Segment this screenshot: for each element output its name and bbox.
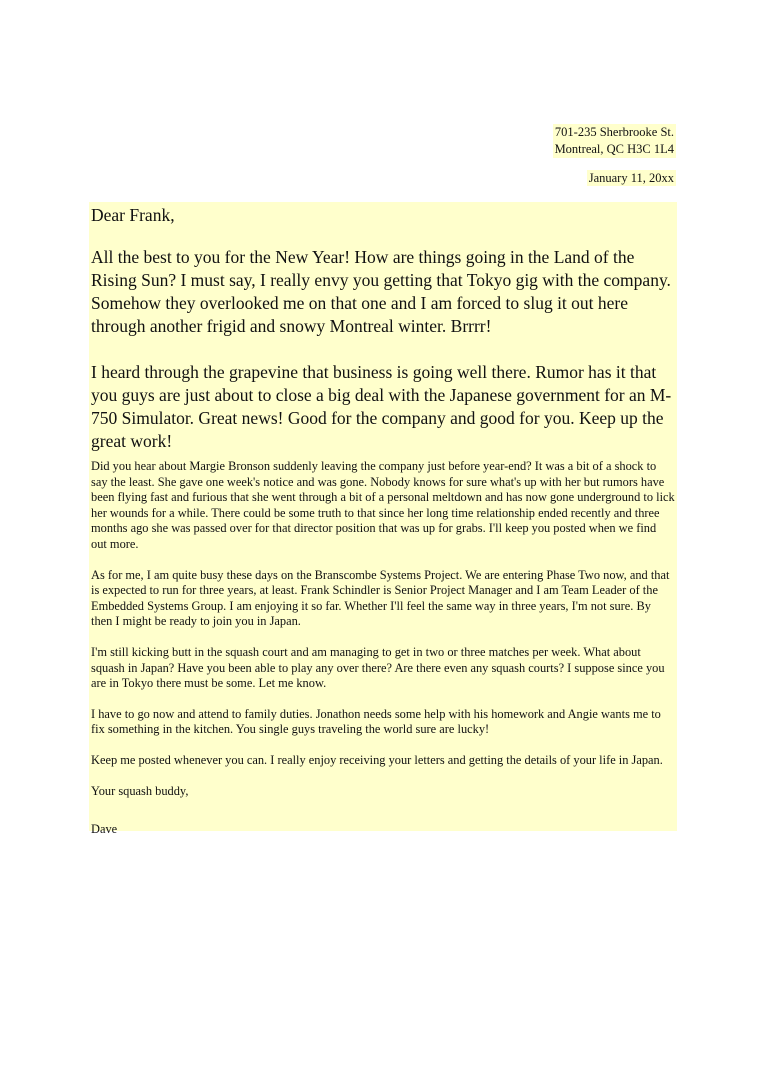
- closing: Your squash buddy,: [91, 783, 189, 798]
- sender-address-line1: 701-235 Sherbrooke St.: [554, 125, 674, 139]
- letter-body: [89, 202, 677, 837]
- paragraph-project: As for me, I am quite busy these days on the Branscombe Systems Project. We are entering Phase Two now, and that is expected to run for three years, at least. Frank Schindler is Senior Project Manager and I am Team Leader of the Embedded Systems Group. I am enjoying it so far. Whether I'll feel the same way in three years, I'm not sure. By then I might be ready to join you in Japan.: [91, 567, 670, 629]
- sender-address-line2: Montreal, QC H3C 1L4: [554, 142, 674, 156]
- signature: Dave: [91, 822, 118, 837]
- salutation: Dear Frank,: [91, 205, 175, 225]
- paragraph-squash: I'm still kicking butt in the squash court and am managing to get in two or three matches per week. What about squash in Japan? Have you been able to play any over there? Are there even any squash courts? I suppose since you are in Tokyo there must be some. Let me know.: [91, 644, 665, 691]
- paragraph-keep-posted: Keep me posted whenever you can. I really enjoy receiving your letters and getting the details of your life in Japan.: [91, 752, 663, 767]
- sender-address: [553, 124, 676, 158]
- paragraph-business-news: I heard through the grapevine that business is going well there. Rumor has it that you guys are just about to close a big deal with the Japanese government for an M-750 Simulator. Great news! Good for the company and good for you. Keep up the great work!: [91, 362, 672, 451]
- paragraph-new-year: All the best to you for the New Year! How are things going in the Land of the Rising Sun? I must say, I really envy you getting that Tokyo gig with the company. Somehow they overlooked me on that one and I am forced to slug it out here through another frigid and snowy Montreal winter. Brrrr!: [91, 247, 671, 336]
- paragraph-family: I have to go now and attend to family duties. Jonathon needs some help with his homework and Angie wants me to fix something in the kitchen. You single guys traveling the world sure are lucky!: [91, 706, 661, 737]
- paragraph-margie: Did you hear about Margie Bronson suddenly leaving the company just before year-end? It was a bit of a shock to say the least. She gave one week's notice and was gone. Nobody knows for sure what's up with her but rumors have been flying fast and furious that she went through a bit of a personal meltdown and has now gone underground to lick her wounds for a while. There could be some truth to that since her long time relationship ended recently and three months ago she was passed over for that director position that was up for grabs. I'll keep you posted when we find out more.: [91, 459, 675, 551]
- letter-date: January 11, 20xx: [588, 171, 674, 185]
